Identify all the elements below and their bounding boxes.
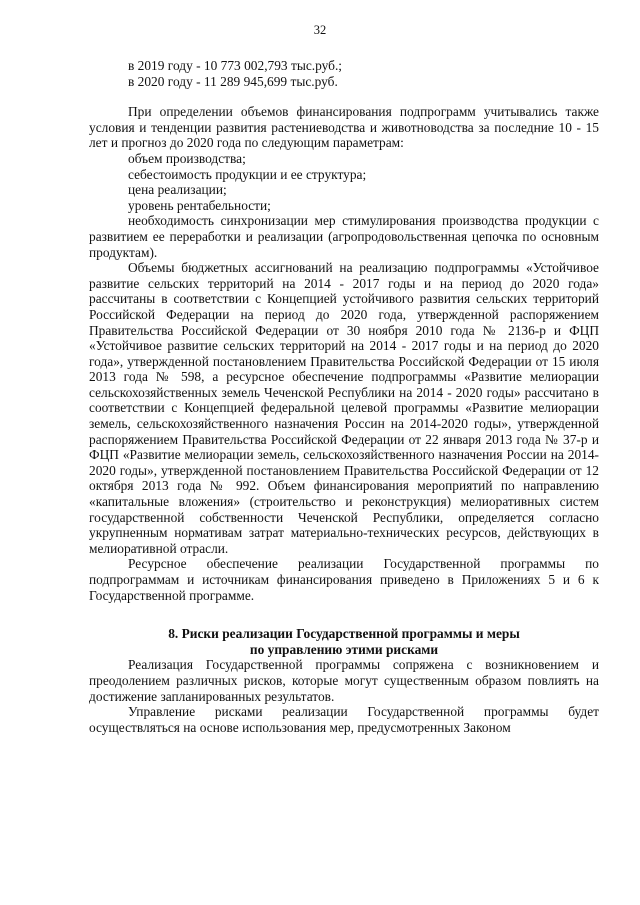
financing-2020: в 2020 году - 11 289 945,699 тыс.руб. xyxy=(128,73,338,89)
paragraph-intro: При определении объемов финансирования подпрограмм учитывались также условия и тенденции развития растениеводства и животноводства за последние 10 - 15 лет и прогноз до 2020 года по следующим параметрам: xyxy=(89,104,599,151)
page-content xyxy=(89,58,599,735)
paragraph-risk-management: Управление рисками реализации Государственной программы будет осуществляться на основе использования мер, предусмотренных Законом xyxy=(89,704,599,735)
page-number: 32 xyxy=(313,23,327,37)
section-heading-line2: по управлению этими рисками xyxy=(249,641,439,657)
section-heading xyxy=(89,626,599,657)
parameter-profitability: уровень рентабельности; xyxy=(128,197,271,213)
paragraph-budget: Объемы бюджетных ассигнований на реализацию подпрограммы «Устойчивое развитие сельских территорий на 2014 - 2017 годы и на период до 2020 года» рассчитаны в соответствии с Концепцией устойчивого развития сельских территорий Российской Федерации на период до 2020 года, утвержденной распоряжением Правительства Российской Федерации от 30 ноября 2010 года № 2136-р и ФЦП «Устойчивое развитие сельских территорий на 2014 - 2017 годы и на период до 2020 года», утвержденной постановлением Правительства Российской Федерации от 15 июля 2013 года № 598, а ресурсное обеспечение подпрограммы «Развитие мелиорации сельскохозяйственных земель Чеченской Республики на 2014 - 2020 годы» рассчитано в соответствии с Концепцией федеральной целевой программы «Развитие мелиорации земель, сельскохозяйственного назначения Россин на 2014-2020 годы», утвержденной распоряжением Правительства Российской Федерации от 22 января 2013 года № 37-р и ФЦП «Развитие мелиорации земель, сельскохозяйственного назначения России на 2014-2020 годы», утвержденной постановлением Правительства Российской Федерации от 12 октября 2013 года № 992. Объем финансирования мероприятий по направлению «капитальные вложения» (строительство и реконструкция) мелиоративных систем государственной собственности Чеченской Республики, определяется согласно укрупненным нормативам затрат материально-технических ресурсов, действующих в мелиоративной отрасли. xyxy=(89,260,599,556)
paragraph-resources: Ресурсное обеспечение реализации Государственной программы по подпрограммам и источникам финансирования приведено в Приложениях 5 и 6 к Государственной программе. xyxy=(89,556,599,603)
paragraph-synchronization: необходимость синхронизации мер стимулирования производства продукции с развитием ее переработки и реализации (агропродовольственная цепочка по основным продуктам). xyxy=(89,213,599,260)
parameter-price: цена реализации; xyxy=(128,182,227,198)
parameter-production-volume: объем производства; xyxy=(128,150,246,166)
section-heading-line1: 8. Риски реализации Государственной программы и меры xyxy=(168,626,520,642)
parameter-cost: себестоимость продукции и ее структура; xyxy=(128,166,367,182)
paragraph-risks: Реализация Государственной программы сопряжена с возникновением и преодолением различных рисков, которые могут существенным образом повлиять на достижение запланированных результатов. xyxy=(89,657,599,704)
financing-2019: в 2019 году - 10 773 002,793 тыс.руб.; xyxy=(128,58,343,73)
